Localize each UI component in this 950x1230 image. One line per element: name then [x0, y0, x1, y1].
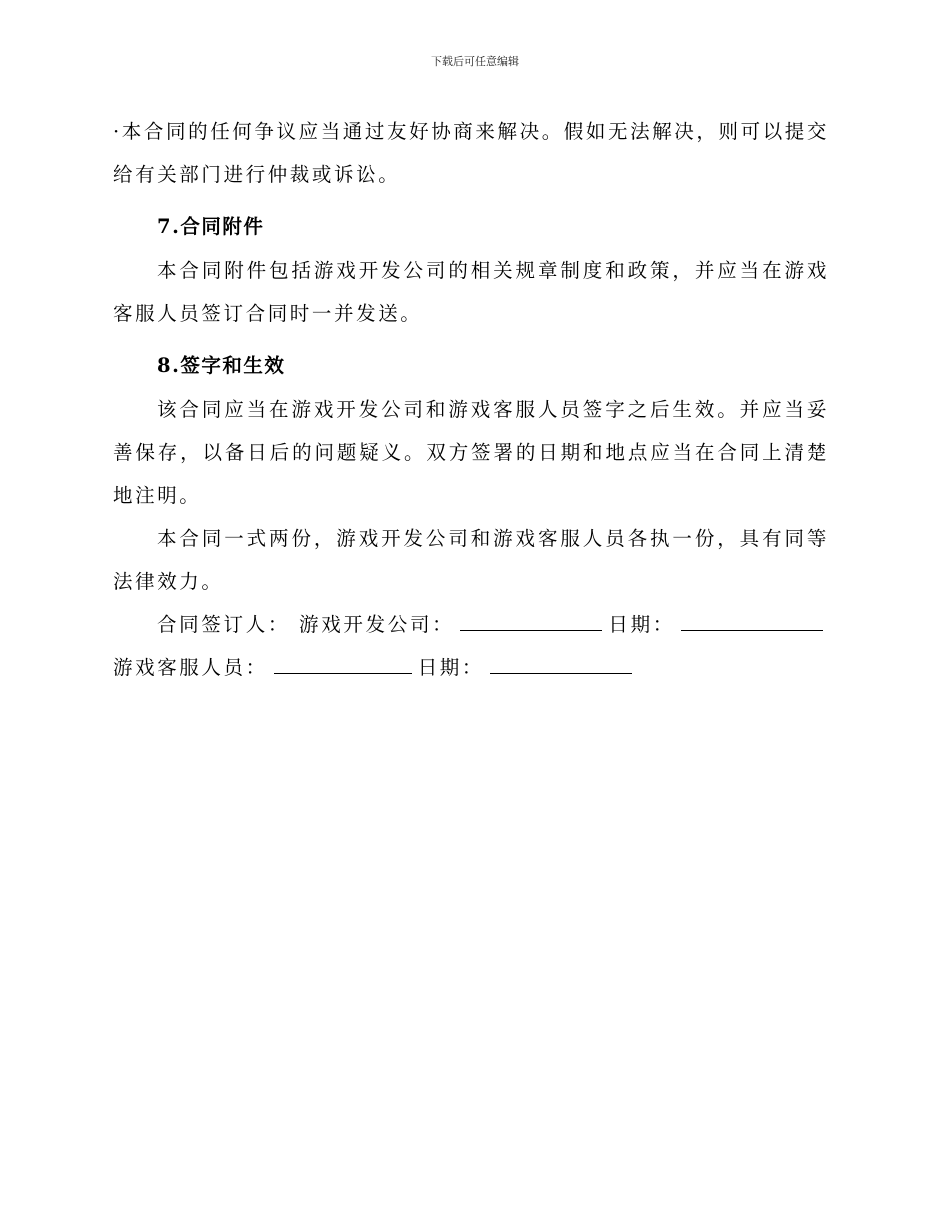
- attachments-heading: 7.合同附件: [157, 215, 265, 238]
- staff-label: 游戏客服人员：: [113, 656, 268, 679]
- dispute-paragraph: ·本合同的任何争议应当通过友好协商来解决。假如无法解决，则可以提交给有关部门进行仲裁或诉讼。: [113, 120, 829, 186]
- company-label: 游戏开发公司：: [299, 613, 455, 636]
- signature-heading: 8.签字和生效: [157, 354, 286, 377]
- copies-paragraph: 本合同一式两份，游戏开发公司和游戏客服人员各执一份，具有同等法律效力。: [113, 527, 829, 593]
- signer-label: 合同签订人：: [157, 613, 291, 636]
- page-header: 下载后可任意编辑: [431, 55, 519, 68]
- company-date-line[interactable]: [681, 629, 823, 631]
- staff-signature-line[interactable]: [274, 672, 412, 674]
- company-signature-line[interactable]: [460, 629, 602, 631]
- document-body: [113, 110, 829, 689]
- staff-date-line[interactable]: [490, 672, 632, 674]
- date-label-2: 日期：: [417, 656, 485, 679]
- date-label-1: 日期：: [608, 613, 675, 636]
- signing-block: [113, 603, 829, 689]
- attachments-paragraph: 本合同附件包括游戏开发公司的相关规章制度和政策，并应当在游戏客服人员签订合同时一并发送。: [113, 259, 829, 325]
- effectiveness-paragraph: 该合同应当在游戏开发公司和游戏客服人员签字之后生效。并应当妥善保存，以备日后的问题疑义。双方签署的日期和地点应当在合同上清楚地注明。: [113, 398, 829, 507]
